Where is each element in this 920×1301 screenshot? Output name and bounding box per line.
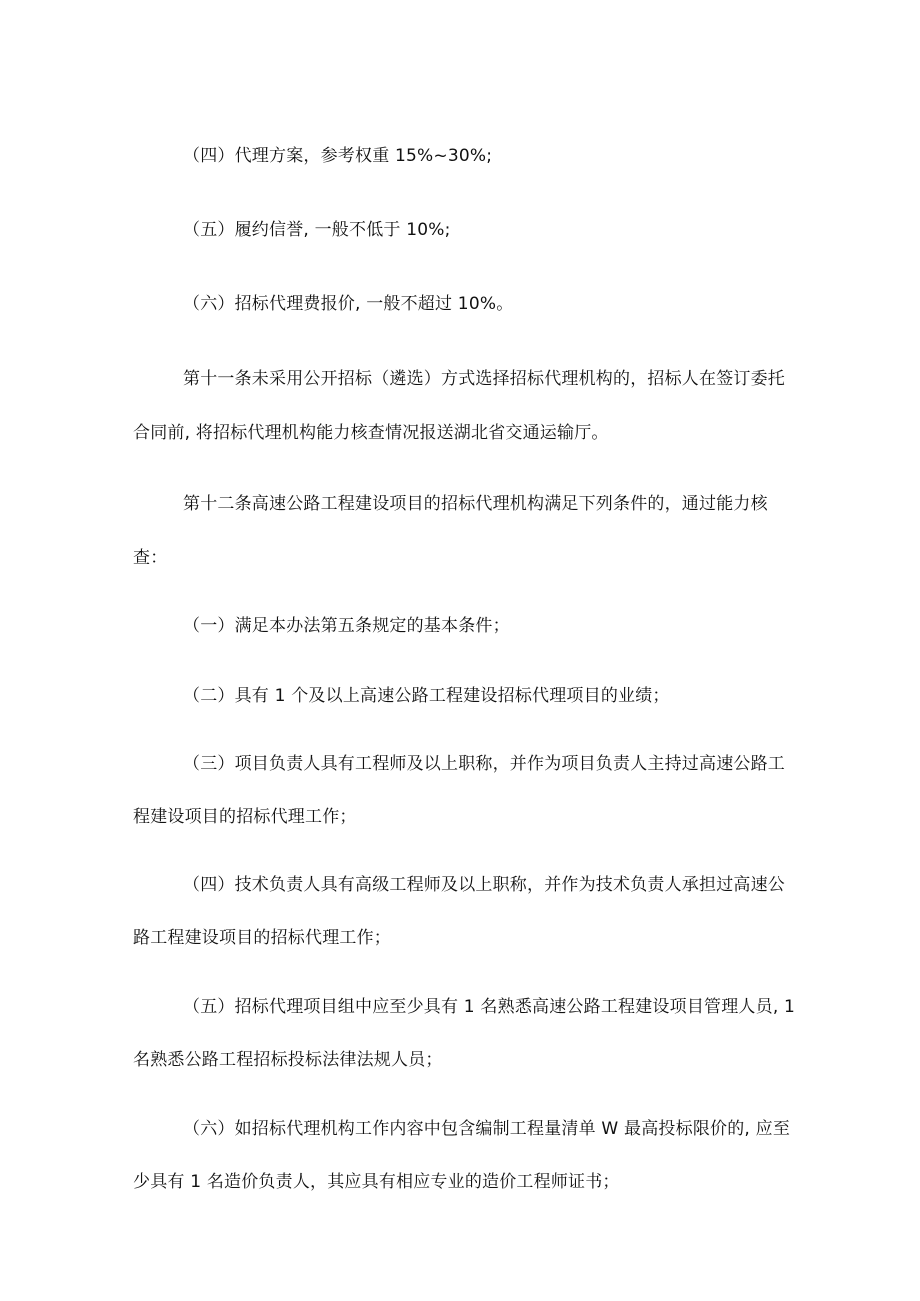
condition-5-line-1: （五）招标代理项目组中应至少具有 1 名熟悉高速公路工程建设项目管理人员, 1 xyxy=(183,997,796,1017)
condition-2: （二）具有 1 个及以上高速公路工程建设招标代理项目的业绩； xyxy=(183,686,670,706)
article-11-line-1: 第十一条未采用公开招标（遴选）方式选择招标代理机构的，招标人在签订委托 xyxy=(183,369,785,389)
article-12-line-2: 查： xyxy=(133,548,168,568)
article-11-line-2: 合同前, 将招标代理机构能力核查情况报送湖北省交通运输厅。 xyxy=(133,423,609,443)
item-4-agency-plan: （四）代理方案，参考权重 15%~30%; xyxy=(183,146,493,166)
item-5-performance-credit: （五）履约信誉, 一般不低于 10%; xyxy=(183,220,451,240)
condition-6-line-1: （六）如招标代理机构工作内容中包含编制工程量清单 W 最高投标限价的, 应至 xyxy=(183,1119,791,1139)
condition-6-line-2: 少具有 1 名造价负责人，其应具有相应专业的造价工程师证书； xyxy=(133,1172,620,1192)
condition-5-line-2: 名熟悉公路工程招标投标法律法规人员； xyxy=(133,1050,443,1070)
condition-4-line-1: （四）技术负责人具有高级工程师及以上职称，并作为技术负责人承担过高速公 xyxy=(183,875,785,895)
condition-4-line-2: 路工程建设项目的招标代理工作； xyxy=(133,928,391,948)
condition-1: （一）满足本办法第五条规定的基本条件； xyxy=(183,616,510,636)
item-6-agency-fee-quote: （六）招标代理费报价, 一般不超过 10%。 xyxy=(183,294,514,314)
condition-3-line-1: （三）项目负责人具有工程师及以上职称，并作为项目负责人主持过高速公路工 xyxy=(183,754,785,774)
condition-3-line-2: 程建设项目的招标代理工作； xyxy=(133,807,357,827)
article-12-line-1: 第十二条高速公路工程建设项目的招标代理机构满足下列条件的，通过能力核 xyxy=(183,494,768,514)
